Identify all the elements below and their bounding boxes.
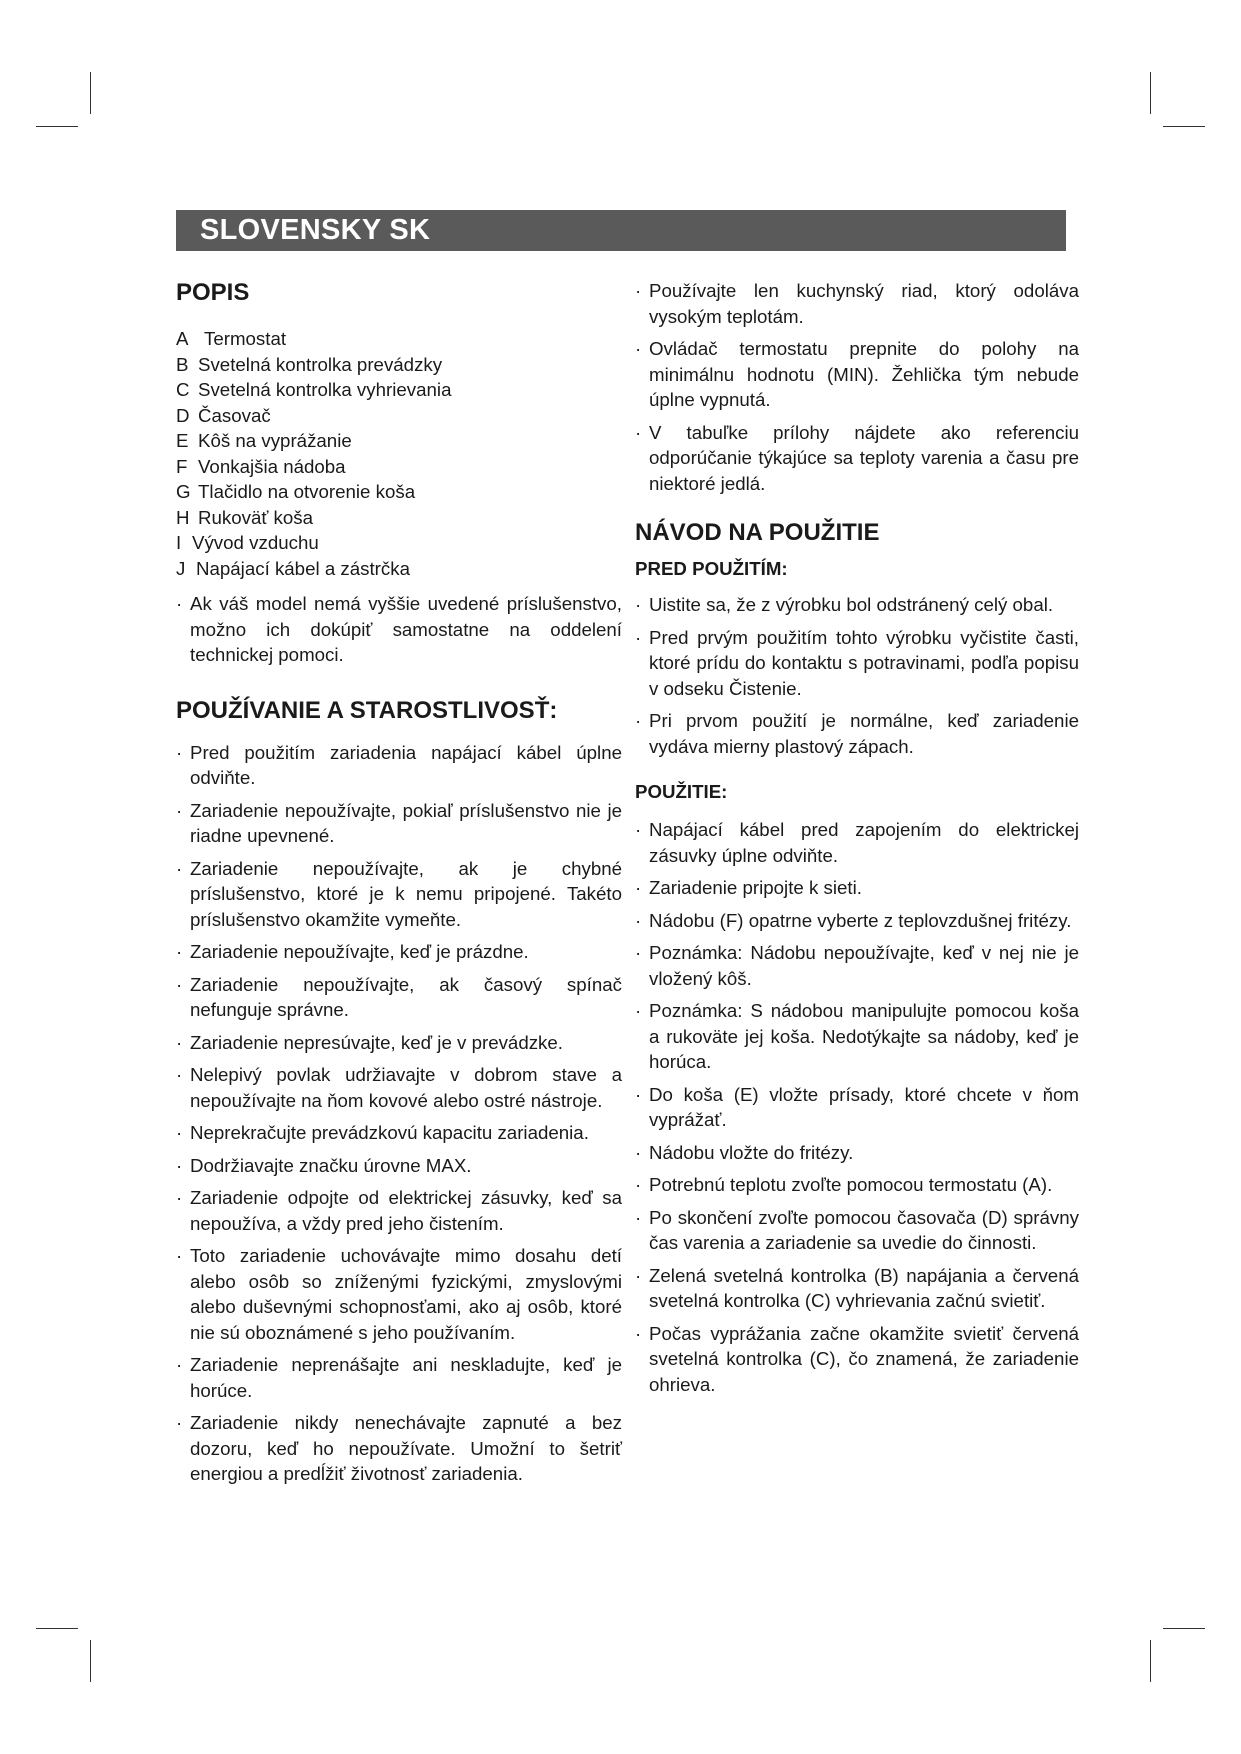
crop-mark xyxy=(1150,72,1151,114)
list-item: · V tabuľke prílohy nájdete ako referenciu odporúčanie týkajúce sa teploty varenia a času pre niektoré jedlá. xyxy=(635,421,1079,494)
component-item: C Svetelná kontrolka vyhrievania xyxy=(176,379,452,400)
list-item: · Nelepivý povlak udržiavajte v dobrom stave a nepoužívajte na ňom kovové alebo ostré nástroje. xyxy=(176,1064,622,1111)
language-header-bar: SLOVENSKY SK xyxy=(176,210,1066,251)
component-item: G Tlačidlo na otvorenie koša xyxy=(176,481,416,502)
crop-mark xyxy=(1163,1628,1205,1629)
use-list xyxy=(635,817,1079,1397)
list-item: · Zariadenie nepoužívajte, ak je chybné príslušenstvo, ktoré je k nemu pripojené. Takéto príslušenstvo okamžite vymeňte. xyxy=(176,857,622,930)
crop-mark xyxy=(1150,1640,1151,1682)
popis-note-list xyxy=(176,591,622,668)
list-item: · Zariadenie pripojte k sieti. xyxy=(635,877,862,898)
list-item: · Ak váš model nemá vyššie uvedené príslušenstvo, možno ich dokúpiť samostatne na oddelení technickej pomoci. xyxy=(176,593,622,665)
list-item: · Pred prvým použitím tohto výrobku vyčistite časti, ktoré prídu do kontaktu s potravinami, podľa popisu v odseku Čistenie. xyxy=(635,626,1079,699)
list-item: · Toto zariadenie uchovávajte mimo dosahu detí alebo osôb so zníženými fyzickými, zmyslovými alebo duševnými schopnosťami, ako aj osôb, ktoré nie sú oboznámené s jeho používaním. xyxy=(176,1245,622,1343)
right-column xyxy=(635,278,1079,1404)
list-item: · Poznámka: S nádobou manipulujte pomocou koša a rukoväte jej koša. Nedotýkajte sa nádoby, keď je horúca. xyxy=(635,1000,1079,1072)
component-list xyxy=(176,326,622,581)
component-item: E Kôš na vyprážanie xyxy=(176,430,352,451)
component-item: B Svetelná kontrolka prevádzky xyxy=(176,353,443,375)
list-item: · Zariadenie nepoužívajte, pokiaľ príslušenstvo nie je riadne upevnené. xyxy=(176,799,622,846)
component-item: F Vonkajšia nádoba xyxy=(176,455,346,477)
care-heading: POUŽÍVANIE A STAROSTLIVOSŤ: xyxy=(176,696,558,724)
care-list xyxy=(176,740,622,1487)
crop-mark xyxy=(36,1628,78,1629)
care-list-continued xyxy=(635,278,1079,496)
component-item: I Vývod vzduchu xyxy=(176,532,319,553)
list-item: · Dodržiavajte značku úrovne MAX. xyxy=(176,1154,472,1176)
component-item: H Rukoväť koša xyxy=(176,506,314,528)
list-item: · Zariadenie nepoužívajte, ak časový spínač nefunguje správne. xyxy=(176,973,622,1020)
list-item: · Potrebnú teplotu zvoľte pomocou termostatu (A). xyxy=(635,1174,1053,1195)
component-item: A Termostat xyxy=(176,328,287,349)
use-heading: POUŽITIE: xyxy=(635,781,728,802)
before-use-heading: PRED POUŽITÍM: xyxy=(635,558,788,579)
list-item: · Napájací kábel pred zapojením do elektrickej zásuvky úplne odviňte. xyxy=(635,819,1079,866)
crop-mark xyxy=(90,1640,91,1682)
before-use-list xyxy=(635,592,1079,759)
list-item: · Poznámka: Nádobu nepoužívajte, keď v nej nie je vložený kôš. xyxy=(635,942,1079,989)
list-item: · Neprekračujte prevádzkovú kapacitu zariadenia. xyxy=(176,1122,589,1143)
list-item: · Počas vyprážania začne okamžite svietiť červená svetelná kontrolka (C), čo znamená, že zariadenie ohrieva. xyxy=(635,1322,1079,1395)
component-item: D Časovač xyxy=(176,404,271,426)
list-item: · Zelená svetelná kontrolka (B) napájania a červená svetelná kontrolka (C) vyhrievania začnú svietiť. xyxy=(635,1264,1079,1311)
list-item: · Ovládač termostatu prepnite do polohy na minimálnu hodnotu (MIN). Žehlička tým nebude úplne vypnutá. xyxy=(635,338,1079,410)
list-item: · Pri prvom použití je normálne, keď zariadenie vydáva mierny plastový zápach. xyxy=(635,710,1079,757)
list-item: · Po skončení zvoľte pomocou časovača (D) správny čas varenia a zariadenie sa uvedie do činnosti. xyxy=(635,1206,1079,1253)
crop-mark xyxy=(36,126,78,127)
usage-heading: NÁVOD NA POUŽITIE xyxy=(635,519,880,546)
list-item: · Zariadenie nikdy nenechávajte zapnuté a bez dozoru, keď ho nepoužívate. Umožní to šetriť energiou a predĺžiť životnosť zariadenia. xyxy=(176,1412,622,1484)
list-item: · Nádobu (F) opatrne vyberte z teplovzdušnej fritézy. xyxy=(635,909,1072,931)
list-item: · Zariadenie odpojte od elektrickej zásuvky, keď sa nepoužíva, a vždy pred jeho čistením. xyxy=(176,1187,622,1234)
crop-mark xyxy=(1163,126,1205,127)
popis-heading: POPIS xyxy=(176,279,250,306)
left-column xyxy=(176,278,622,1494)
list-item: · Zariadenie nepoužívajte, keď je prázdne. xyxy=(176,941,529,962)
component-item: J Napájací kábel a zástrčka xyxy=(176,557,410,579)
list-item: · Nádobu vložte do fritézy. xyxy=(635,1141,854,1163)
list-item: · Uistite sa, že z výrobku bol odstránený celý obal. xyxy=(635,594,1054,615)
crop-mark xyxy=(90,72,91,114)
list-item: · Zariadenie nepresúvajte, keď je v prevádzke. xyxy=(176,1031,563,1053)
list-item: · Pred použitím zariadenia napájací kábel úplne odviňte. xyxy=(176,741,622,788)
list-item: · Používajte len kuchynský riad, ktorý odoláva vysokým teplotám. xyxy=(635,280,1079,327)
list-item: · Zariadenie neprenášajte ani neskladujte, keď je horúce. xyxy=(176,1354,622,1401)
list-item: · Do koša (E) vložte prísady, ktoré chcete v ňom vyprážať. xyxy=(635,1083,1079,1130)
